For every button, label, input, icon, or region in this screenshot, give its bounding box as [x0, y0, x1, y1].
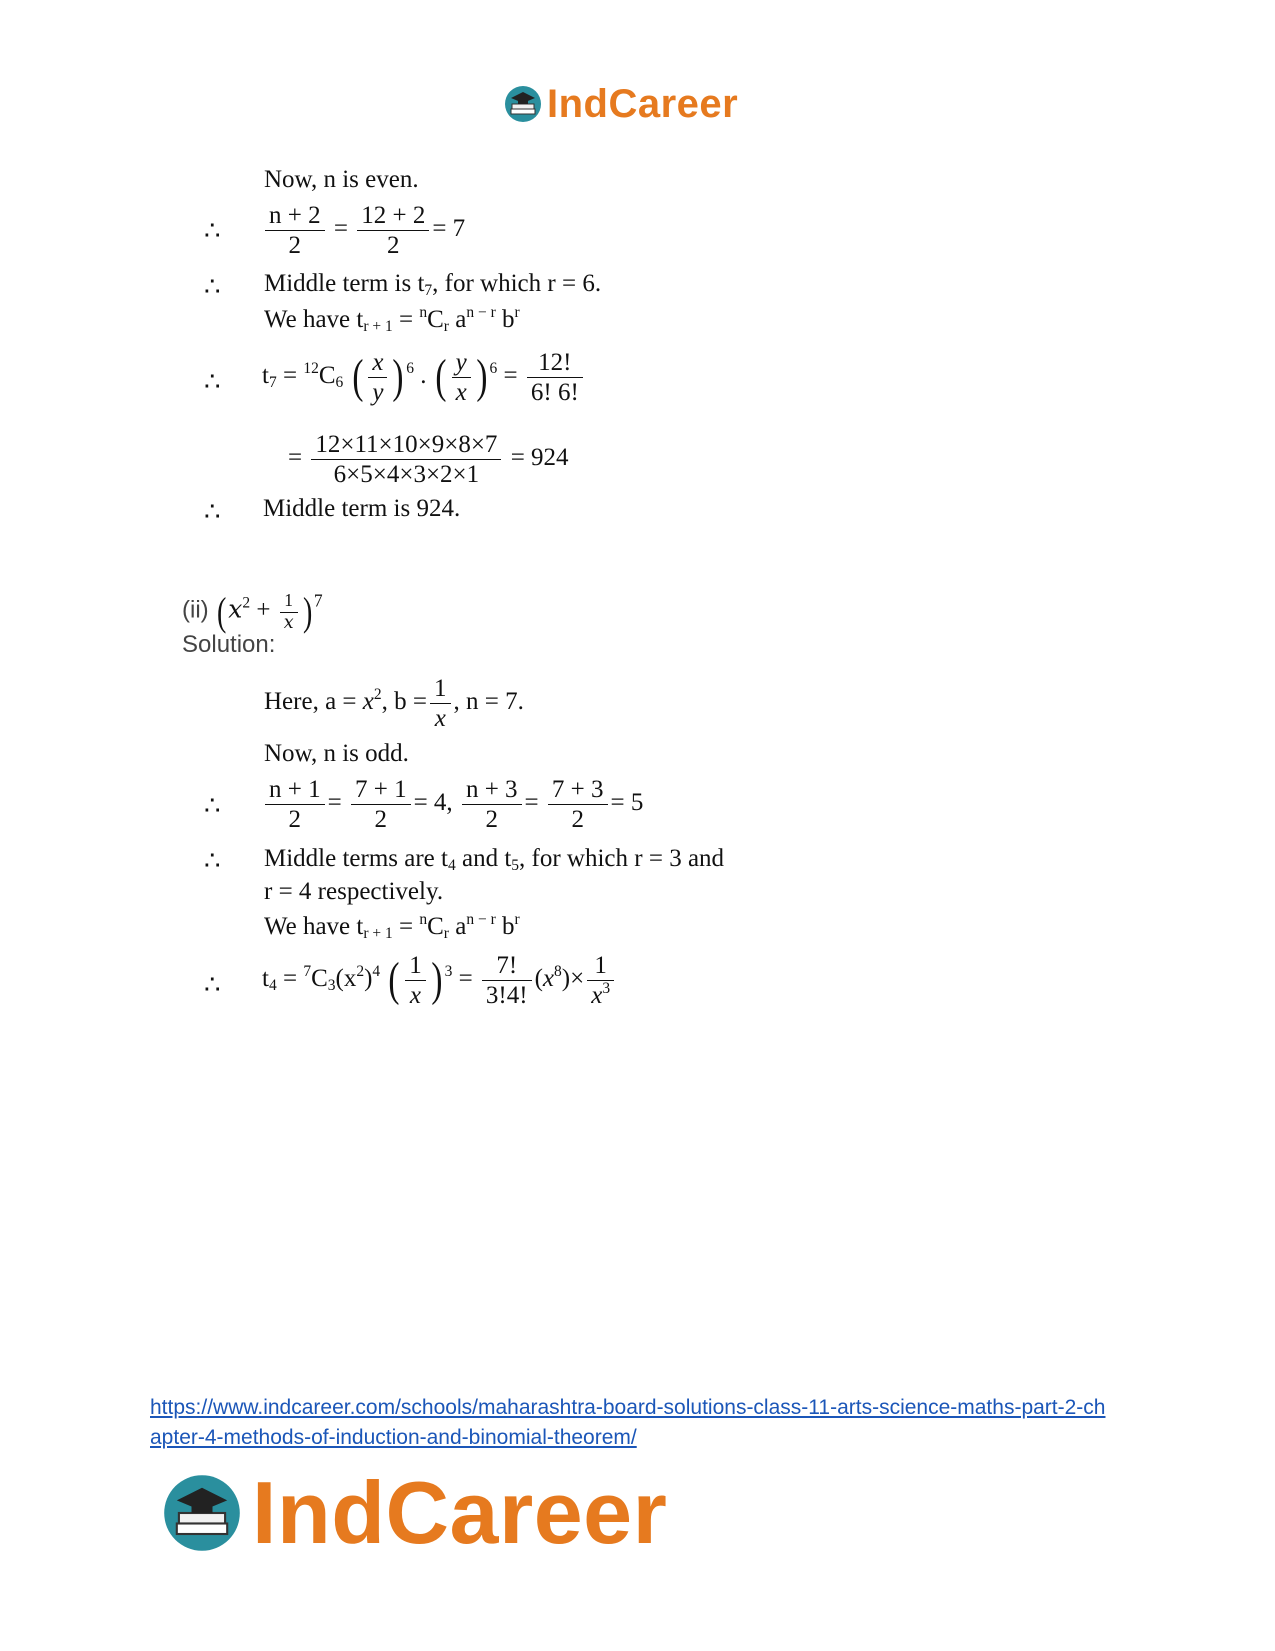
source-url-link[interactable]: https://www.indcareer.com/schools/maharashtra-board-solutions-class-11-arts-science-maths-part-2-chapter-4-methods-of-induction-and-binomial-theorem/: [150, 1396, 1106, 1449]
solution-label: Solution:: [182, 631, 276, 658]
brand-wordmark: IndCareer: [547, 81, 739, 126]
fraction: $\frac{12 + 2}{2}$: [357, 203, 429, 258]
question-ii-heading: (ii) ($x^2$ + $\frac{1}{x}$ ) $^7$: [182, 589, 323, 634]
equation-middle-indices: $\frac{n + 1}{2}$ = $\frac{7 + 1}{2}$ = 4, $\frac{n + 3}{2}$ = $\frac{7 + 3}{2}$ = 5: [262, 777, 643, 832]
indcareer-logo-bottom: [160, 1463, 668, 1562]
text-here-values: Here, $a = x^2$, b = $\frac{1}{x}$ , n = 7.: [264, 675, 524, 732]
therefore-symbol: ∴: [204, 367, 221, 396]
therefore-symbol: ∴: [204, 497, 221, 526]
brand-wordmark: IndCareer: [252, 1463, 668, 1562]
therefore-symbol: ∴: [204, 970, 221, 999]
equation-middle-index: $\frac{n + 2}{2}$ = $\frac{12 + 2}{2}$ = 7: [262, 203, 465, 258]
text-middle-terms-line2: r = 4 respectively.: [264, 878, 444, 905]
text-n-odd: Now, n is odd.: [264, 740, 409, 767]
graduation-books-icon: [503, 84, 543, 124]
equation-factorial-product: = $\frac{12\times 11\times 10\times 9\times 8\times 7}{6\times 5\times 4\times 3\times 2\times 1}$ = 924: [288, 431, 569, 488]
general-term-formula: We have $t_{r + 1} = ^nC_r$ $a^{n - r}$ $b^r$: [264, 303, 520, 335]
therefore-symbol: ∴: [204, 216, 221, 245]
indcareer-logo-top: [503, 80, 738, 128]
text-middle-term-t7: Middle term is $t_7$, for which r = 6.: [264, 270, 602, 299]
therefore-symbol: ∴: [204, 846, 221, 875]
fraction: $\frac{n + 2}{2}$: [265, 203, 325, 258]
therefore-symbol: ∴: [204, 272, 221, 301]
equation-t7: $t_7 = ^{12}C_6$ ( $\frac{x}{y}$ ) $^6$ . ( $\frac{y}{x}$ ) $^6$ = $\frac{12!}{6! 6!}$: [262, 350, 586, 405]
therefore-symbol: ∴: [204, 791, 221, 820]
graduation-books-icon: [160, 1471, 244, 1555]
text-middle-term-result: Middle term is 924.: [263, 495, 461, 522]
equation-t4: $t_4 = ^7C_3(x^2)^4$ ( $\frac{1}{x}$ ) $^3$ = $\frac{7!}{3!4!}$ $(x^8)\times$ $\frac{1}{x^3}$: [262, 953, 617, 1008]
text-middle-terms-line1: Middle terms are $t_4$ and $t_5$, for which r = 3 and: [264, 845, 725, 874]
general-term-formula: We have $t_{r + 1} = ^nC_r$ $a^{n - r}$ $b^r$: [264, 910, 520, 942]
text-n-even: Now, n is even.: [264, 166, 419, 193]
